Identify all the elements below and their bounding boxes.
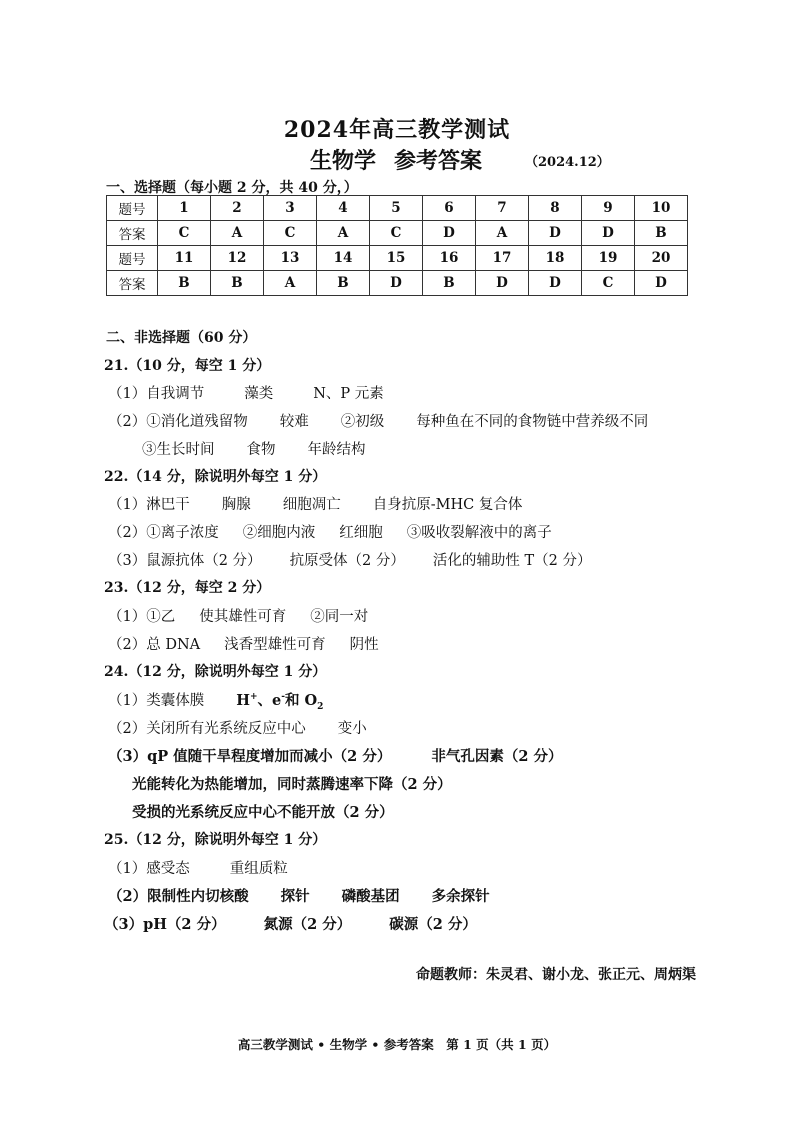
answer-text: 变小 [337,721,367,737]
question-number-cell: 11 [158,246,211,271]
row-header-question: 题号 [107,246,158,271]
q24-part3c [132,801,394,822]
q22-part3 [108,549,592,570]
answer-cell: B [211,271,264,296]
q21-part1 [108,382,384,403]
answer-text: 较难 [279,414,309,430]
question-number-row [107,196,688,221]
q25-heading: 25.（12 分，除说明外每空 1 分） [104,832,327,848]
answer-text: （2）限制性内切核酸 [108,888,249,905]
answer-text: （1）感受态 [108,861,190,877]
answer-text: 受损的光系统反应中心不能开放（2 分） [132,804,394,821]
answer-text: 使其雄性可育 [199,609,287,625]
answer-text: 磷酸基团 [341,888,400,905]
question-number-cell: 12 [211,246,264,271]
row-header-answer: 答案 [107,221,158,246]
answer-text: 年龄结构 [307,442,366,458]
answer-cell: C [264,221,317,246]
answer-cell: D [529,221,582,246]
question-number-cell: 4 [317,196,370,221]
answer-cell: A [476,221,529,246]
answer-cell: C [370,221,423,246]
answer-text: 光能转化为热能增加，同时蒸腾速率下降（2 分） [132,776,452,793]
answer-cell: B [317,271,370,296]
q22-part1 [108,493,522,514]
formula-o: 和 O [284,692,318,709]
q25-part1 [108,857,288,878]
q21-part2 [108,410,648,431]
question-number-cell: 20 [635,246,688,271]
answer-text: （2）关闭所有光系统反应中心 [108,721,306,737]
answer-text: （3）鼠源抗体（2 分） [108,553,262,569]
answer-text: （1）①乙 [108,609,176,625]
answer-cell: C [158,221,211,246]
answer-cell: D [370,271,423,296]
q21-part2b [142,438,366,459]
subscript: 2 [317,701,324,712]
q23-heading: 23.（12 分，每空 2 分） [104,580,271,596]
answer-text: 自身抗原-MHC 复合体 [372,497,523,513]
answer-text: 浅香型雄性可育 [224,637,326,653]
answer-cell: C [582,271,635,296]
answer-text: （2）总 DNA [108,637,201,653]
answer-row [107,221,688,246]
formula-text [236,692,324,712]
q23-part1 [108,605,368,626]
answer-cell: A [317,221,370,246]
answer-text: 食物 [246,442,276,458]
answer-text: 胸腺 [221,497,251,513]
q24-part3b [132,773,452,794]
question-number-cell: 5 [370,196,423,221]
question-number-cell: 17 [476,246,529,271]
answer-cell: D [582,221,635,246]
question-number-cell: 14 [317,246,370,271]
q24-heading: 24.（12 分，除说明外每空 1 分） [104,664,327,680]
question-number-cell: 3 [264,196,317,221]
formula-e: 、e [257,692,282,709]
row-header-question: 题号 [107,196,158,221]
answer-text: 抗原受体（2 分） [289,553,405,569]
answer-text: ②细胞内液 [242,525,316,541]
answer-cell: B [423,271,476,296]
answer-text: 多余探针 [431,888,490,905]
teacher-credits: 命题教师：朱灵君、谢小龙、张正元、周炳渠 [416,967,696,983]
question-number-cell: 1 [158,196,211,221]
question-number-cell: 13 [264,246,317,271]
question-number-cell: 19 [582,246,635,271]
answer-text: （1）淋巴干 [108,497,190,513]
answer-cell: D [423,221,476,246]
superscript: - [281,692,285,703]
q24-part1 [108,689,323,712]
answer-text: 氮源（2 分） [263,916,352,933]
answer-text: 活化的辅助性 T（2 分） [432,553,592,569]
answer-cell: A [264,271,317,296]
page-footer: 高三教学测试 • 生物学 • 参考答案 第 1 页（共 1 页） [237,1037,557,1052]
document-title: 2024年高三教学测试 [283,117,511,143]
section1-heading: 一、选择题（每小题 2 分，共 40 分，） [106,180,358,196]
answer-text: （2）①消化道残留物 [108,414,248,430]
superscript: + [249,692,258,703]
answer-text: 细胞凋亡 [282,497,341,513]
q24-part2 [108,717,367,738]
q22-part2 [108,521,552,542]
question-number-cell: 7 [476,196,529,221]
answer-row [107,271,688,296]
answer-table [106,195,688,296]
q22-heading: 22.（14 分，除说明外每空 1 分） [104,469,327,485]
answer-text: 每种鱼在不同的食物链中营养级不同 [416,414,649,430]
answer-text: 非气孔因素（2 分） [431,748,563,765]
answer-text: （2）①离子浓度 [108,525,219,541]
answer-text: ③吸收裂解液中的离子 [406,525,552,541]
question-number-cell: 2 [211,196,264,221]
answer-text: 碳源（2 分） [389,916,477,933]
answer-text: ③生长时间 [142,442,215,458]
answer-text: ②同一对 [310,609,369,625]
answer-text: 红细胞 [339,525,383,541]
question-number-cell: 18 [529,246,582,271]
answer-text: 藻类 [244,386,274,402]
answer-cell: D [635,271,688,296]
q23-part2 [108,633,379,654]
answer-text: （3）pH（2 分） [104,916,226,933]
q21-heading: 21.（10 分，每空 1 分） [104,358,271,374]
document-subtitle [310,144,482,175]
answer-text: ②初级 [340,414,385,430]
document-date: （2024.12） [525,155,610,170]
answer-text: （1）自我调节 [108,386,205,402]
formula-h: H [236,692,250,709]
row-header-answer: 答案 [107,271,158,296]
question-number-cell: 16 [423,246,476,271]
answer-cell: D [529,271,582,296]
answer-cell: A [211,221,264,246]
q25-part2 [108,885,490,906]
answer-text: N、P 元素 [313,386,384,402]
q24-part3 [108,745,562,766]
question-number-cell: 6 [423,196,476,221]
section2-heading: 二、非选择题（60 分） [106,330,257,346]
question-number-cell: 8 [529,196,582,221]
answer-cell: B [635,221,688,246]
answer-text: （1）类囊体膜 [108,693,205,709]
answer-cell: D [476,271,529,296]
question-number-cell: 9 [582,196,635,221]
answer-text: 探针 [280,888,310,905]
answer-text: 重组质粒 [229,861,288,877]
answer-key-label: 参考答案 [394,148,483,174]
answer-text: （3）qP 值随干旱程度增加而减小（2 分） [108,748,392,765]
q25-part3 [104,913,477,934]
question-number-cell: 10 [635,196,688,221]
question-number-cell: 15 [370,246,423,271]
answer-cell: B [158,271,211,296]
question-number-row [107,246,688,271]
subject-label: 生物学 [310,148,377,174]
answer-text: 阴性 [349,637,379,653]
